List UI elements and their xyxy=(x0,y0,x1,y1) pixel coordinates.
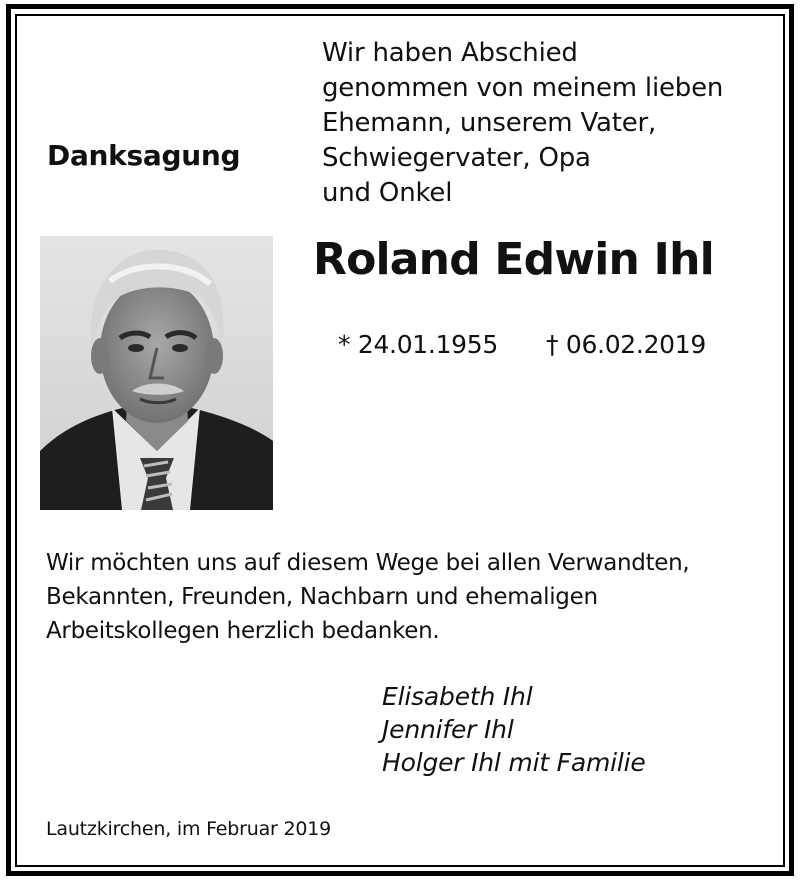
portrait-photo xyxy=(40,236,273,510)
signatures xyxy=(382,680,646,779)
deceased-name: Roland Edwin Ihl xyxy=(313,234,714,285)
signature-name: Holger Ihl mit Familie xyxy=(382,748,646,777)
intro-line: Schwiegervater, Opa xyxy=(322,143,591,173)
thanks-line: Wir möchten uns auf diesem Wege bei allen Verwandten, xyxy=(46,550,690,576)
life-dates xyxy=(338,330,706,359)
portrait-illustration xyxy=(40,236,273,510)
signature-name: Elisabeth Ihl xyxy=(382,682,533,711)
intro-line: Wir haben Abschied xyxy=(322,38,578,68)
intro-line: Ehemann, unserem Vater, xyxy=(322,108,657,138)
thanks-line: Bekannten, Freunden, Nachbarn und ehemaligen xyxy=(46,584,598,610)
thanks-text xyxy=(46,546,766,648)
signature-name: Jennifer Ihl xyxy=(382,715,514,744)
intro-line: und Onkel xyxy=(322,178,453,208)
death-date: † 06.02.2019 xyxy=(546,330,706,359)
birth-date: * 24.01.1955 xyxy=(338,330,498,359)
place-and-date: Lautzkirchen, im Februar 2019 xyxy=(46,818,332,840)
intro-text xyxy=(322,36,782,211)
thanks-line: Arbeitskollegen herzlich bedanken. xyxy=(46,618,440,644)
heading-danksagung: Danksagung xyxy=(47,139,241,172)
intro-line: genommen von meinem lieben xyxy=(322,73,724,103)
